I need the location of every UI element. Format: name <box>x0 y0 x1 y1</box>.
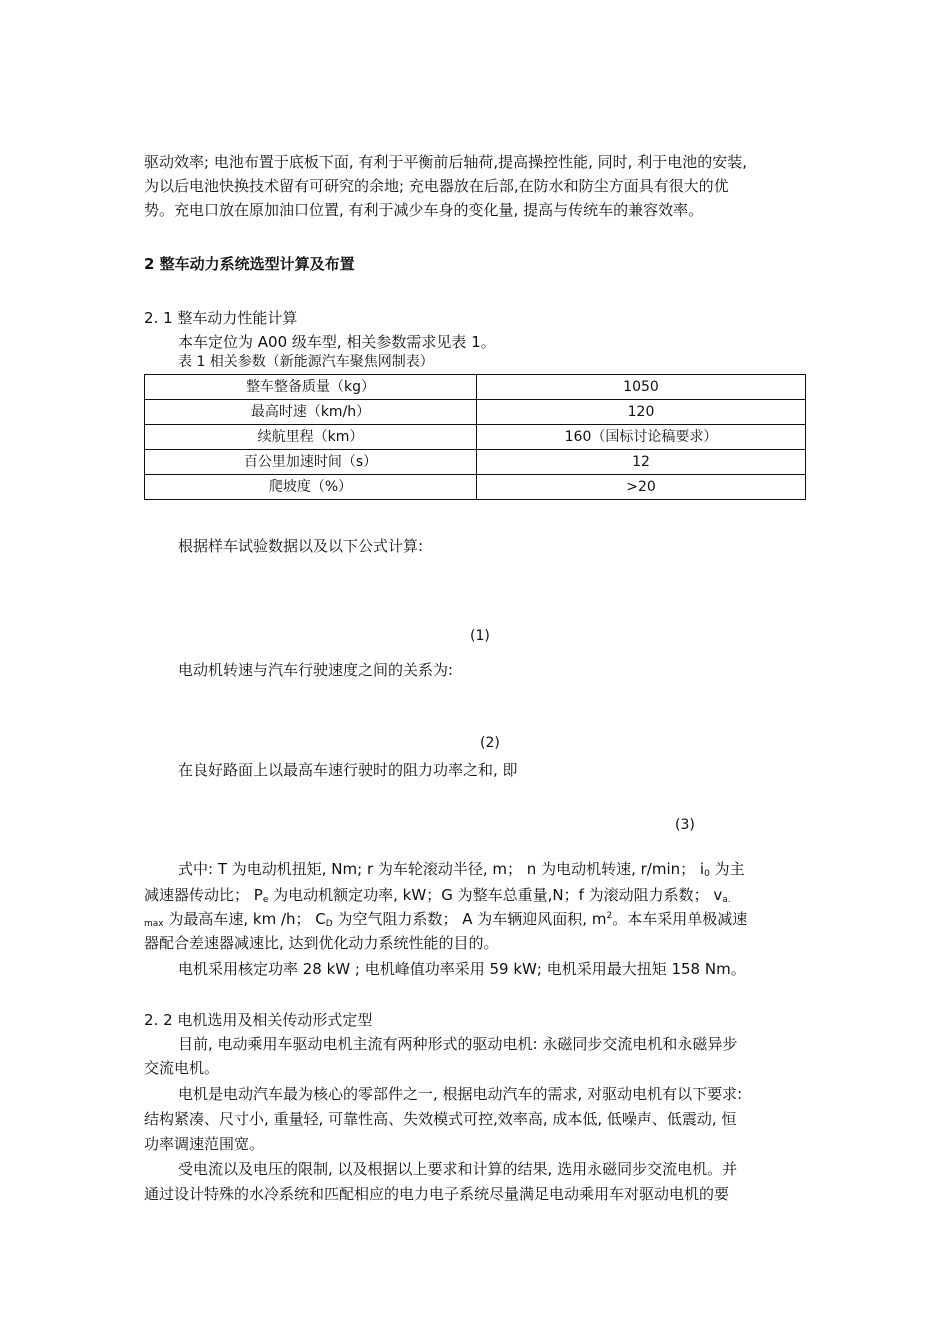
table-row <box>145 400 806 425</box>
paragraph-motor-types-line-1: 目前, 电动乘用车驱动电机主流有两种形式的驱动电机: 永磁同步交流电机和永磁异步 <box>178 1035 738 1053</box>
table-cell: 12 <box>477 450 806 475</box>
intro-line-2: 为以后电池快换技术留有可研究的余地; 充电器放在后部,在防水和防尘方面具有很大的优 <box>144 177 729 195</box>
table-row <box>145 375 806 400</box>
table-cell: 1050 <box>477 375 806 400</box>
subsection-2-1-heading: 2. 1 整车动力性能计算 <box>144 309 298 327</box>
equation-3-number: (3) <box>675 817 695 833</box>
table-cell: 续航里程（km） <box>145 425 477 450</box>
table-cell: 120 <box>477 400 806 425</box>
paragraph-motor-types-line-2: 交流电机。 <box>144 1059 220 1077</box>
paragraph-positioning: 本车定位为 A00 级车型, 相关参数需求见表 1。 <box>178 333 496 351</box>
where-line-1: 式中: T 为电动机扭矩, Nm; r 为车轮滚动半径, m； n 为电动机转速, r/min； $i_0$ 为主 <box>178 860 745 879</box>
subsection-2-2-heading: 2. 2 电机选用及相关传动形式定型 <box>144 1011 373 1029</box>
table-caption: 表 1 相关参数（新能源汽车聚焦网制表） <box>178 354 434 370</box>
where-line-3: $_{max}$ 为最高车速, km /h； $C_D$ 为空气阻力系数； A 为车辆迎风面积, $m^2$。本车采用单极减速 <box>144 910 748 929</box>
paragraph-selection-line-2: 通过设计特殊的水冷系统和匹配相应的电力电子系统尽量满足电动乘用车对驱动电机的要 <box>144 1185 730 1203</box>
section-2-heading: 2 整车动力系统选型计算及布置 <box>144 255 355 273</box>
paragraph-selection-line-1: 受电流以及电压的限制, 以及根据以上要求和计算的结果, 选用永磁同步交流电机。并 <box>178 1160 738 1178</box>
parameters-table <box>144 374 806 500</box>
table-row <box>145 475 806 500</box>
paragraph-speed-relation: 电动机转速与汽车行驶速度之间的关系为: <box>178 661 454 679</box>
table-cell: >20 <box>477 475 806 500</box>
table-cell: 最高时速（km/h） <box>145 400 477 425</box>
table-cell: 160（国标讨论稿要求） <box>477 425 806 450</box>
where-line-4: 器配合差速器减速比, 达到优化动力系统性能的目的。 <box>144 934 499 952</box>
paragraph-calculation: 根据样车试验数据以及以下公式计算: <box>178 537 424 555</box>
table-cell: 整车整备质量（kg） <box>145 375 477 400</box>
paragraph-requirements-line-2: 结构紧凑、尺寸小, 重量轻, 可靠性高、失效模式可控,效率高, 成本低, 低噪声、低震动, 恒 <box>144 1110 737 1128</box>
intro-line-1: 驱动效率; 电池布置于底板下面, 有利于平衡前后轴荷,提高操控性能, 同时, 利于电池的安装, <box>144 153 747 171</box>
paragraph-requirements-line-1: 电机是电动汽车最为核心的零部件之一, 根据电动汽车的需求, 对驱动电机有以下要求: <box>178 1085 743 1103</box>
table-row <box>145 425 806 450</box>
intro-line-3: 势。充电口放在原加油口位置, 有利于减少车身的变化量, 提高与传统车的兼容效率。 <box>144 201 704 219</box>
table-cell: 爬坡度（%） <box>145 475 477 500</box>
paragraph-motor-params: 电机采用核定功率 28 kW ; 电机峰值功率采用 59 kW; 电机采用最大扭矩 158 Nm。 <box>178 960 746 978</box>
table-cell: 百公里加速时间（s） <box>145 450 477 475</box>
paragraph-requirements-line-3: 功率调速范围宽。 <box>144 1135 265 1153</box>
equation-2-number: (2) <box>480 735 500 751</box>
paragraph-resistance: 在良好路面上以最高车速行驶时的阻力功率之和, 即 <box>178 761 518 779</box>
equation-1-number: (1) <box>470 628 490 644</box>
table-row <box>145 450 806 475</box>
where-line-2: 减速器传动比； $P_e$ 为电动机额定功率, kW；G 为整车总重量,N；f 为滚动阻力系数； $v_{a.}$ <box>144 886 731 905</box>
